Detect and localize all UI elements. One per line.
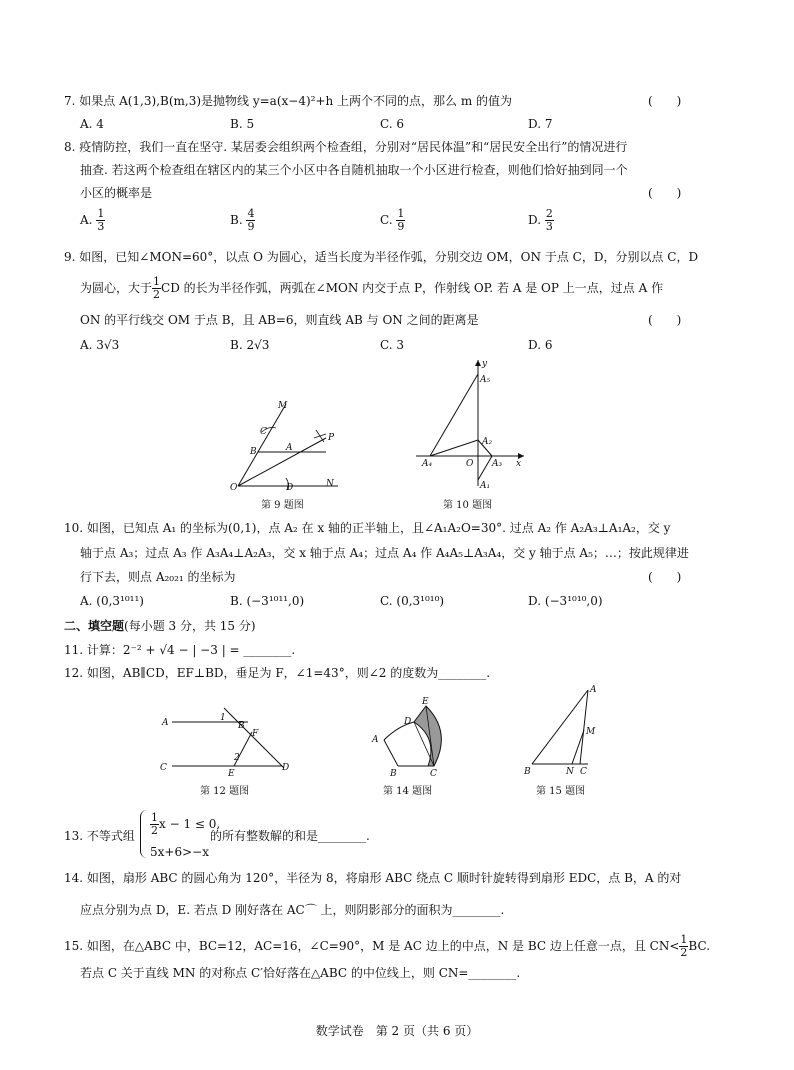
figure-10 — [412, 356, 530, 492]
q10-line2: 轴于点 A₃；过点 A₃ 作 A₃A₄⊥A₂A₃，交 x 轴于点 A₄；过点 A₄ 作 A₄A₅⊥A₃A₄，交 y 轴于点 A₅；…；按此规律进 — [80, 546, 689, 560]
fig15-label-m: M — [586, 727, 596, 737]
q13-brace — [140, 810, 147, 858]
fig10-label-a5: A₅ — [480, 375, 491, 385]
q14-line2: 应点分别为点 D，E. 若点 D 刚好落在 AC⌒ 上，则阴影部分的面积为________. — [80, 903, 505, 917]
q12-stem: 12. 如图，AB∥CD，EF⊥BD，垂足为 F，∠1=43°，则∠2 的度数为________. — [64, 666, 491, 680]
fig14-label-d: D — [404, 717, 412, 727]
fig15-label-n: N — [566, 767, 574, 777]
q8-option-a: A. $\frac{1}{3}$ — [80, 207, 105, 233]
q10-line3: 行下去，则点 A₂₀₂₁ 的坐标为 — [80, 570, 236, 584]
fig14-label-b: B — [390, 769, 397, 778]
fig9-caption: 第 9 题图 — [261, 500, 304, 511]
fig12-label-1: 1 — [220, 713, 226, 723]
q15-line2: 若点 C 关于直线 MN 的对称点 C′恰好落在△ABC 的中位线上，则 CN=________. — [80, 966, 521, 980]
fig12-label-2: 2 — [234, 753, 240, 763]
fig12-label-c: C — [160, 763, 167, 773]
fig12-label-d: D — [282, 763, 290, 773]
q15-line1: 15. 如图，在△ABC 中，BC=12，AC=16，∠C=90°，M 是 AC 边上的中点，N 是 BC 边上任意一点，且 CN< $\frac{1}{2}$ BC. — [64, 933, 711, 959]
fig14-caption: 第 14 题图 — [383, 786, 433, 797]
q8-option-b: B. $\frac{4}{9}$ — [230, 207, 255, 233]
fig10-label-y: y — [482, 359, 488, 369]
fig9-label-n: N — [326, 479, 334, 489]
q8-line2: 抽查. 若这两个检查组在辖区内的某三个小区中各自随机抽取一个小区进行检查，则他们恰好抽到同一个 — [80, 163, 628, 177]
fig9-label-a: A — [286, 443, 293, 453]
q13-prefix: 13. 不等式组 — [64, 829, 135, 843]
fig10-label-x: x — [516, 459, 522, 469]
fig10-label-a3: A₃ — [492, 459, 503, 469]
q13-ineq-2: 5x+6>−x — [150, 845, 209, 859]
fig15-label-c: C — [580, 767, 587, 777]
q7-option-a: A. 4 — [80, 117, 104, 131]
q9-option-c: C. 3 — [380, 338, 405, 352]
q14-line1: 14. 如图，扇形 ABC 的圆心角为 120°，半径为 8，将扇形 ABC 绕点 C 顺时针旋转得到扇形 EDC，点 B，A 的对 — [64, 871, 682, 885]
fig15-caption: 第 15 题图 — [536, 786, 586, 797]
fig9-label-m: M — [278, 401, 288, 411]
figure-9 — [228, 398, 348, 494]
fig9-label-p: P — [328, 433, 335, 443]
page-footer: 数学试卷 第 2 页（共 6 页） — [315, 1024, 479, 1038]
fig14-label-e: E — [422, 697, 429, 707]
fig12-label-f: F — [252, 729, 259, 739]
q7-answer-paren: ( ) — [648, 94, 682, 108]
fig15-label-a: A — [590, 685, 597, 695]
fig10-label-o: O — [466, 459, 474, 469]
fig15-label-b: B — [524, 767, 531, 777]
q13-ineq-1: $\frac{1}{2}$ x − 1 ≤ 0, — [151, 811, 221, 837]
fig10-label-a4: A₄ — [422, 459, 433, 469]
q10-option-a: A. (0,3¹⁰¹¹) — [80, 594, 144, 608]
fig12-label-a: A — [162, 718, 169, 728]
figure-12 — [158, 702, 298, 778]
q13-suffix: 的所有整数解的和是________. — [210, 829, 370, 843]
fig9-label-o: O — [230, 483, 238, 493]
q7-stem: 7. 如果点 A(1,3),B(m,3)是抛物线 y=a(x−4)²+h 上两个不同的点，那么 m 的值为 — [64, 94, 513, 108]
fig9-label-c: C — [260, 427, 267, 437]
q9-line2: 为圆心，大于 $\frac{1}{2}$ CD 的长为半径作弧，两弧在∠MON 内交于点 P，作射线 OP. 若 A 是 OP 上一点，过点 A 作 — [80, 275, 664, 301]
fig12-label-e: E — [228, 769, 235, 778]
figure-15 — [520, 684, 600, 778]
section2-heading: 二、填空题(每小题 3 分，共 15 分) — [64, 619, 256, 633]
q9-answer-paren: ( ) — [648, 313, 682, 327]
q8-line1: 8. 疫情防控，我们一直在坚守. 某居委会组织两个检查组，分别对“居民体温”和“居民安全出行”的情况进行 — [64, 140, 628, 154]
fig10-caption: 第 10 题图 — [443, 500, 493, 511]
q10-option-c: C. (0,3¹⁰¹⁰) — [380, 594, 445, 608]
fig9-label-d: D — [286, 483, 294, 493]
q8-option-d: D. $\frac{2}{3}$ — [528, 207, 553, 233]
q7-option-b: B. 5 — [230, 117, 255, 131]
q9-option-a: A. 3√3 — [80, 338, 120, 352]
q10-answer-paren: ( ) — [648, 570, 682, 584]
fig12-caption: 第 12 题图 — [200, 786, 250, 797]
q8-option-c: C. $\frac{1}{9}$ — [380, 207, 405, 233]
q9-option-d: D. 6 — [528, 338, 553, 352]
q8-line3: 小区的概率是 — [80, 186, 153, 200]
q9-option-b: B. 2√3 — [230, 338, 270, 352]
fig14-label-a: A — [372, 735, 379, 745]
fig12-label-b: B — [238, 721, 245, 731]
q11-stem: 11. 计算：2⁻² + √4 − | −3 | = ________. — [64, 643, 296, 657]
q9-line1: 9. 如图，已知∠MON=60°，以点 O 为圆心，适当长度为半径作弧，分别交边 OM，ON 于点 C，D，分别以点 C，D — [64, 250, 699, 264]
q10-option-b: B. (−3¹⁰¹¹,0) — [230, 594, 305, 608]
q8-answer-paren: ( ) — [648, 186, 682, 200]
q9-line3: ON 的平行线交 OM 于点 B，且 AB=6，则直线 AB 与 ON 之间的距离是 — [80, 313, 479, 327]
q10-line1: 10. 如图，已知点 A₁ 的坐标为(0,1)，点 A₂ 在 x 轴的正半轴上，且∠A₁A₂O=30°. 过点 A₂ 作 A₂A₃⊥A₁A₂，交 y — [64, 521, 671, 535]
q7-option-d: D. 7 — [528, 117, 553, 131]
fig14-label-c: C — [430, 769, 437, 778]
fig10-label-a2: A₂ — [482, 437, 493, 447]
q7-option-c: C. 6 — [380, 117, 405, 131]
figure-14 — [368, 696, 458, 778]
fig9-label-b: B — [250, 447, 257, 457]
fig10-label-a1: A₁ — [480, 481, 491, 491]
q10-option-d: D. (−3¹⁰¹⁰,0) — [528, 594, 603, 608]
